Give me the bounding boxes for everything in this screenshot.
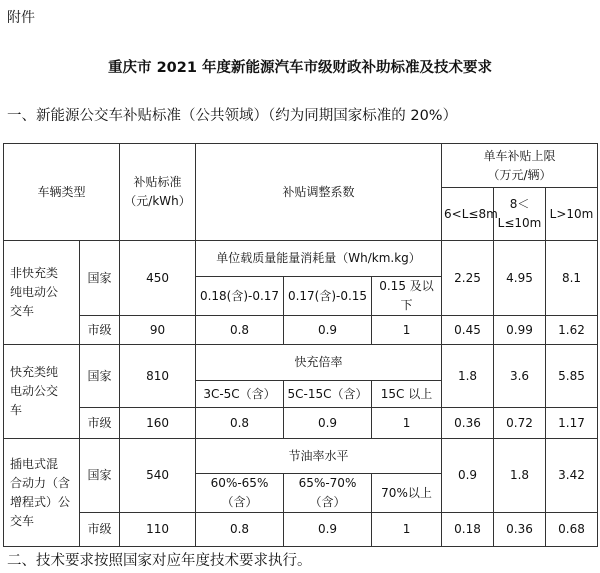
cap-cell: 0.18 bbox=[442, 513, 494, 547]
coef-label-cell: 70%以上 bbox=[372, 474, 442, 513]
level-cell: 国家 bbox=[80, 345, 120, 408]
standard-cell: 450 bbox=[120, 241, 196, 316]
coef-label-cell: 0.17(含)-0.15 bbox=[284, 277, 372, 316]
header-subsidy-standard: 补贴标准 （元/kWh） bbox=[120, 144, 196, 241]
coef-label-cell: 0.18(含)-0.17 bbox=[196, 277, 284, 316]
coef-title-cell: 快充倍率 bbox=[196, 345, 442, 381]
standard-cell: 90 bbox=[120, 316, 196, 345]
level-cell: 国家 bbox=[80, 241, 120, 316]
coef-label-cell: 60%-65%（含） bbox=[196, 474, 284, 513]
cap-cell: 0.45 bbox=[442, 316, 494, 345]
standard-cell: 810 bbox=[120, 345, 196, 408]
level-cell: 市级 bbox=[80, 316, 120, 345]
vehicle-type-cell: 快充类纯 电动公交 车 bbox=[4, 345, 80, 439]
vehicle-type-cell: 插电式混 合动力（含 增程式）公 交车 bbox=[4, 439, 80, 547]
header-cap-col: 6<L≤8m bbox=[442, 188, 494, 241]
document-title: 重庆市 2021 年度新能源汽车市级财政补助标准及技术要求 bbox=[108, 60, 492, 76]
coef-value-cell: 0.8 bbox=[196, 316, 284, 345]
cap-cell: 0.72 bbox=[494, 408, 546, 439]
coef-title-cell: 单位载质量能量消耗量（Wh/km.kg） bbox=[196, 241, 442, 277]
attachment-label: 附件 bbox=[7, 10, 35, 26]
cap-cell: 0.36 bbox=[442, 408, 494, 439]
cap-cell: 1.17 bbox=[546, 408, 598, 439]
level-cell: 国家 bbox=[80, 439, 120, 513]
cap-cell: 3.42 bbox=[546, 439, 598, 513]
header-vehicle-type: 车辆类型 bbox=[4, 144, 120, 241]
cap-cell: 0.9 bbox=[442, 439, 494, 513]
coef-label-cell: 15C 以上 bbox=[372, 381, 442, 408]
standard-cell: 110 bbox=[120, 513, 196, 547]
vehicle-type-cell: 非快充类 纯电动公 交车 bbox=[4, 241, 80, 345]
coef-label-cell: 3C-5C（含） bbox=[196, 381, 284, 408]
cap-cell: 1.62 bbox=[546, 316, 598, 345]
cap-cell: 2.25 bbox=[442, 241, 494, 316]
coef-value-cell: 1 bbox=[372, 316, 442, 345]
coef-title-cell: 节油率水平 bbox=[196, 439, 442, 474]
cap-cell: 1.8 bbox=[442, 345, 494, 408]
cap-cell: 0.99 bbox=[494, 316, 546, 345]
header-cap-col: L>10m bbox=[546, 188, 598, 241]
cap-cell: 4.95 bbox=[494, 241, 546, 316]
coef-value-cell: 0.9 bbox=[284, 513, 372, 547]
header-adjust-coef: 补贴调整系数 bbox=[196, 144, 442, 241]
cap-cell: 5.85 bbox=[546, 345, 598, 408]
cap-cell: 3.6 bbox=[494, 345, 546, 408]
level-cell: 市级 bbox=[80, 408, 120, 439]
coef-label-cell: 0.15 及以下 bbox=[372, 277, 442, 316]
coef-value-cell: 0.9 bbox=[284, 408, 372, 439]
standard-cell: 540 bbox=[120, 439, 196, 513]
section-1-heading: 一、新能源公交车补贴标准（公共领域）（约为同期国家标准的 20%） bbox=[7, 108, 458, 124]
level-cell: 市级 bbox=[80, 513, 120, 547]
subsidy-table bbox=[3, 143, 598, 547]
section-2-heading: 二、技术要求按照国家对应年度技术要求执行。 bbox=[7, 553, 312, 569]
coef-label-cell: 5C-15C（含） bbox=[284, 381, 372, 408]
coef-value-cell: 0.9 bbox=[284, 316, 372, 345]
coef-value-cell: 0.8 bbox=[196, 513, 284, 547]
header-cap: 单车补贴上限 （万元/辆） bbox=[442, 144, 598, 188]
coef-value-cell: 0.8 bbox=[196, 408, 284, 439]
coef-value-cell: 1 bbox=[372, 513, 442, 547]
header-cap-col: 8＜ L≤10m bbox=[494, 188, 546, 241]
coef-label-cell: 65%-70%（含） bbox=[284, 474, 372, 513]
cap-cell: 0.36 bbox=[494, 513, 546, 547]
cap-cell: 1.8 bbox=[494, 439, 546, 513]
standard-cell: 160 bbox=[120, 408, 196, 439]
coef-value-cell: 1 bbox=[372, 408, 442, 439]
cap-cell: 8.1 bbox=[546, 241, 598, 316]
cap-cell: 0.68 bbox=[546, 513, 598, 547]
